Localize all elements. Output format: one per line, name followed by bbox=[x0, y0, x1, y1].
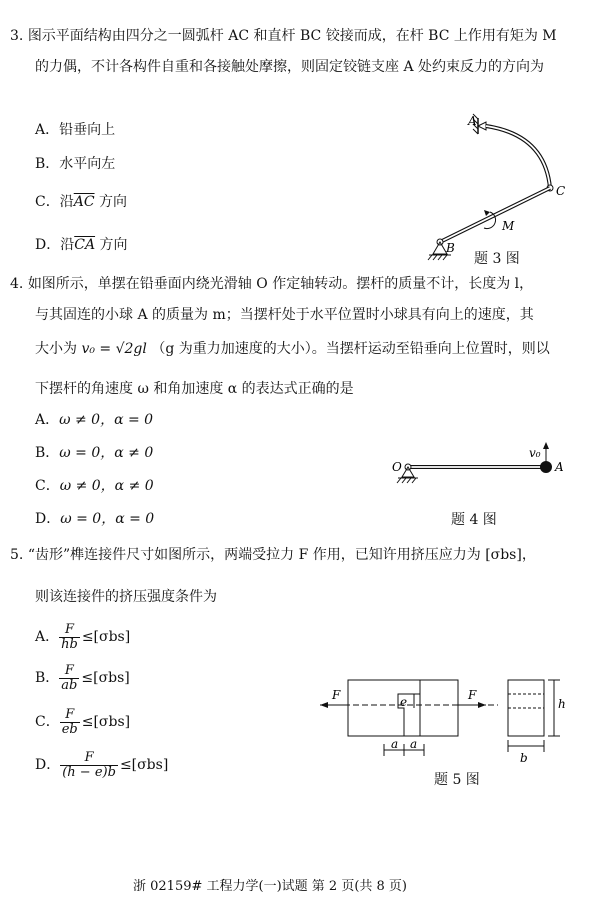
page-footer: 浙 02159# 工程力学(一)试题 第 2 页(共 8 页) bbox=[133, 879, 408, 894]
q3-option-c[interactable]: C．沿$\overline{AC}$ 方向 bbox=[35, 194, 127, 210]
q3-figure bbox=[420, 110, 590, 270]
q5-label-a2: a bbox=[410, 737, 418, 751]
q3-stem-1: 图示平面结构由四分之一圆弧杆 AC 和直杆 BC 铰接而成，在杆 BC 上作用有矩为 M bbox=[27, 28, 557, 44]
q3-label-m: M bbox=[502, 219, 515, 233]
q3-line1 bbox=[10, 27, 557, 45]
q5-option-d[interactable]: D． $\frac{F}{(h - e)b}$ ≤[σbs] bbox=[35, 749, 169, 780]
q5-option-a[interactable]: A． $\frac{F}{hb}$ ≤[σbs] bbox=[35, 621, 131, 652]
q4-option-c[interactable]: C．ω ≠ 0，α ≠ 0 bbox=[35, 478, 154, 494]
q5-figure bbox=[318, 668, 578, 768]
q4-v0-formula: v₀ = √2gl bbox=[81, 341, 147, 357]
q5-line1: 5. “齿形”榫连接件尺寸如图所示，两端受拉力 F 作用，已知许用挤压应力为 [σbs]， bbox=[10, 547, 536, 563]
q4-label-o: O bbox=[392, 460, 402, 474]
q5-label-b: b bbox=[520, 751, 528, 765]
q3-stem-2: 的力偶，不计各构件自重和各接触处摩擦，则固定铰链支座 A 处约束反力的方向为 bbox=[35, 59, 545, 75]
q5-caption: 题 5 图 bbox=[434, 772, 480, 788]
q3-option-a[interactable]: A．铅垂向上 bbox=[35, 122, 116, 138]
q3-label-c: C bbox=[556, 184, 566, 198]
q5-label-a1: a bbox=[391, 737, 399, 751]
q3-label-a: A bbox=[468, 114, 477, 128]
q4-label-v0: v₀ bbox=[529, 446, 541, 460]
q3-option-d[interactable]: D．沿$\overline{CA}$ 方向 bbox=[35, 237, 128, 253]
q5-option-c[interactable]: C． $\frac{F}{eb}$ ≤[σbs] bbox=[35, 706, 131, 737]
q4-figure bbox=[388, 440, 578, 495]
q4-option-d[interactable]: D．ω = 0，α = 0 bbox=[35, 511, 155, 527]
q3-label-b: B bbox=[446, 241, 455, 255]
q4-stem-4: 下摆杆的角速度 ω 和角加速度 α 的表达式正确的是 bbox=[35, 381, 354, 397]
q4-stem-2: 与其固连的小球 A 的质量为 m；当摆杆处于水平位置时小球具有向上的速度，其 bbox=[35, 307, 534, 323]
q4-option-a[interactable]: A．ω ≠ 0，α = 0 bbox=[35, 412, 154, 428]
q3-number: 3. bbox=[10, 28, 24, 44]
q5-stem-2: 则该连接件的挤压强度条件为 bbox=[35, 589, 217, 605]
q5-label-f-right: F bbox=[468, 688, 477, 702]
q3-caption: 题 3 图 bbox=[474, 251, 520, 267]
q5-label-h: h bbox=[558, 697, 566, 711]
q4-ball bbox=[540, 461, 552, 473]
q4-caption: 题 4 图 bbox=[451, 512, 497, 528]
q5-label-e: e bbox=[400, 695, 408, 709]
q4-line1: 4. 如图所示，单摆在铅垂面内绕光滑轴 O 作定轴转动。摆杆的质量不计，长度为 l， bbox=[10, 276, 534, 292]
q4-option-b[interactable]: B．ω = 0，α ≠ 0 bbox=[35, 445, 154, 461]
q5-label-f-left: F bbox=[332, 688, 341, 702]
q4-label-a: A bbox=[555, 460, 564, 474]
q5-option-b[interactable]: B． $\frac{F}{ab}$ ≤[σbs] bbox=[35, 662, 130, 693]
q3-option-b[interactable]: B．水平向左 bbox=[35, 156, 116, 172]
q4-stem-3: 大小为 v₀ = √2gl （g 为重力加速度的大小）。当摆杆运动至铅垂向上位置时，则以 bbox=[35, 341, 550, 357]
